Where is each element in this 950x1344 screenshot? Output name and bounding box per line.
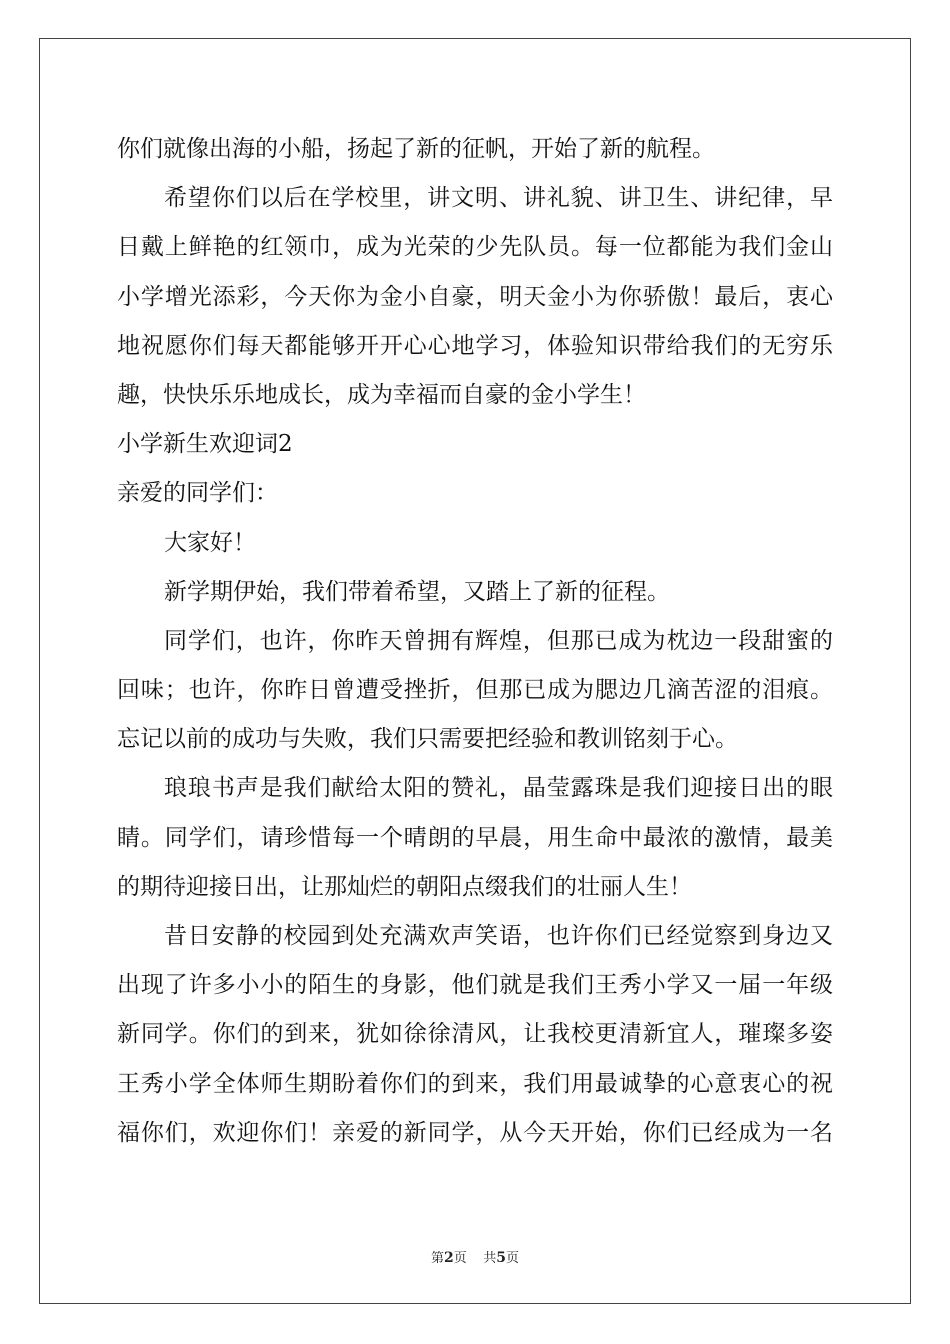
text-line: 琅琅书声是我们献给太阳的赞礼，晶莹露珠是我们迎接日出的眼 <box>164 775 833 802</box>
text-line: 地祝愿你们每天都能够开开心心地学习，体验知识带给我们的无穷乐 <box>117 332 833 359</box>
greeting: 大家好！ <box>164 529 256 556</box>
text-line: 希望你们以后在学校里，讲文明、讲礼貌、讲卫生、讲纪律，早 <box>164 185 833 212</box>
total-pages: 5 <box>496 1250 507 1266</box>
page-prefix: 第 <box>430 1251 444 1266</box>
text-line: 昔日安静的校园到处充满欢声笑语，也许你们已经觉察到身边又 <box>164 923 833 949</box>
document-body <box>117 125 833 1158</box>
page-footer <box>0 1247 950 1266</box>
text-line: 小学增光添彩，今天你为金小自豪，明天金小为你骄傲！最后，衷心 <box>117 283 833 310</box>
text-line: 新同学。你们的到来，犹如徐徐清风，让我校更清新宜人，璀璨多姿 <box>117 1021 833 1048</box>
total-suffix: 页 <box>506 1251 520 1266</box>
page-suffix: 页 <box>453 1251 467 1266</box>
salutation: 亲爱的同学们： <box>117 480 278 507</box>
text-line: 同学们，也许，你昨天曾拥有辉煌，但那已成为枕边一段甜蜜的 <box>164 627 833 654</box>
text-line: 回味；也许，你昨日曾遭受挫折，但那已成为腮边几滴苦涩的泪痕。 <box>117 677 833 704</box>
text-line: 忘记以前的成功与失败，我们只需要把经验和教训铭刻于心。 <box>117 726 738 753</box>
text-line: 日戴上鲜艳的红领巾，成为光荣的少先队员。每一位都能为我们金山 <box>117 234 833 261</box>
text-line: 出现了许多小小的陌生的身影，他们就是我们王秀小学又一届一年级 <box>117 972 833 999</box>
text-line: 新学期伊始，我们带着希望，又踏上了新的征程。 <box>164 578 670 605</box>
page-number: 2 <box>443 1250 454 1266</box>
text-line: 趣，快快乐乐地成长，成为幸福而自豪的金小学生！ <box>117 381 646 408</box>
total-prefix: 共 <box>483 1251 497 1266</box>
text-line: 你们就像出海的小船，扬起了新的征帆，开始了新的航程。 <box>117 136 715 162</box>
text-line: 王秀小学全体师生期盼着你们的到来，我们用最诚挚的心意衷心的祝 <box>117 1070 833 1097</box>
text-line: 福你们，欢迎你们！亲爱的新同学，从今天开始，你们已经成为一名 <box>117 1119 833 1146</box>
section-heading: 小学新生欢迎词2 <box>117 431 293 458</box>
text-line: 的期待迎接日出，让那灿烂的朝阳点缀我们的壮丽人生！ <box>117 873 692 900</box>
text-line: 睛。同学们，请珍惜每一个晴朗的早晨，用生命中最浓的激情，最美 <box>117 824 833 851</box>
